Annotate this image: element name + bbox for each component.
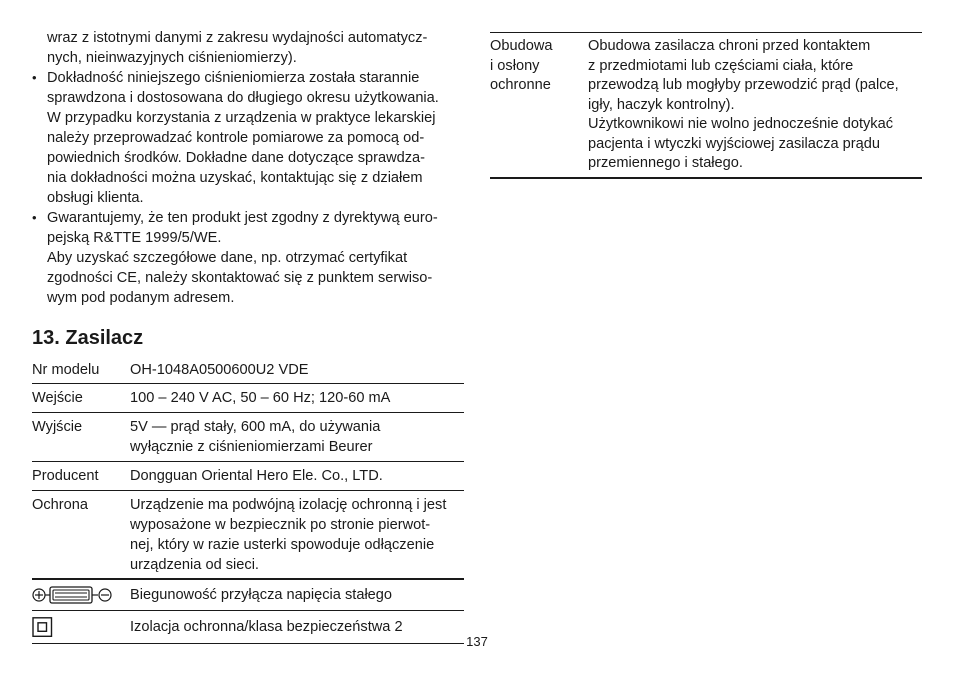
housing-text [588, 33, 922, 178]
spec-value-line: Dongguan Oriental Hero Ele. Co., LTD. [130, 468, 383, 484]
spec-value [130, 611, 464, 644]
text-line: zgodności CE, należy skontaktować się z punktem serwiso- [47, 270, 433, 286]
spec-value-line: nej, który w razie usterki spowoduje odłączenie [130, 537, 435, 553]
text-line: obsługi klienta. [47, 190, 144, 206]
text-line: W przypadku korzystania z urządzenia w praktyce lekarskiej [47, 110, 436, 126]
housing-text-line: przewodzą lub mogłyby przewodzić prąd (palce, [588, 77, 899, 93]
left-column [32, 28, 464, 308]
spec-label: Wejście [32, 384, 130, 413]
housing-text-line: igły, haczyk kontrolny). [588, 96, 735, 113]
housing-label-line: ochronne [490, 77, 551, 93]
housing-label [490, 33, 588, 178]
housing-text-line: Obudowa zasilacza chroni przed kontaktem [588, 38, 871, 54]
spec-value-line: 100 – 240 V AC, 50 – 60 Hz; 120-60 mA [130, 390, 391, 406]
housing-text-line: przemiennego i stałego. [588, 155, 743, 171]
text-line: Aby uzyskać szczegółowe dane, np. otrzymać certyfikat [47, 250, 408, 266]
spec-value-line: OH-1048A0500600U2 VDE [130, 362, 309, 378]
spec-value [130, 384, 464, 413]
spec-row-input [32, 384, 464, 413]
text-line: powiednich środków. Dokładne dane dotyczące sprawdza- [47, 150, 426, 166]
spec-value [130, 579, 464, 611]
page-number: 137 [466, 634, 488, 649]
housing-text-line: pacjenta i wtyczki wyjściowej zasilacza prądu [588, 135, 880, 152]
spec-value-line: Biegunowość przyłącza napięcia stałego [130, 587, 393, 603]
housing-protection-table [490, 32, 922, 179]
spec-value-line: Urządzenie ma podwójną izolację ochronną i jest [130, 497, 447, 513]
spec-symbol-cell [32, 579, 130, 611]
bullet-icon: • [32, 210, 37, 225]
housing-text-line: z przedmiotami lub częściami ciała, które [588, 57, 854, 74]
bullet-item-conformity [32, 208, 464, 308]
text-line: pejską R&TTE 1999/5/WE. [47, 230, 222, 246]
bullet-item-accuracy [32, 68, 464, 208]
spec-label: Ochrona [32, 491, 130, 580]
text-line: wraz z istotnymi danymi z zakresu wydajności automatycz- [47, 30, 428, 46]
spec-value [130, 413, 464, 462]
spec-value [130, 491, 464, 580]
spec-row-manufacturer [32, 462, 464, 491]
spec-row-insulation [32, 611, 464, 644]
section-heading: 13. Zasilacz [32, 327, 144, 349]
spec-row-polarity [32, 579, 464, 611]
text-line: należy przeprowadzać kontrole pomiarowe za pomocą od- [47, 130, 425, 146]
spec-value-line: urządzenia od sieci. [130, 557, 259, 573]
bullet-icon: • [32, 70, 37, 85]
spec-value-line: wyposażone w bezpiecznik po stronie pierwot- [130, 517, 431, 533]
spec-row-protection [32, 491, 464, 580]
bullet-list [32, 28, 464, 308]
housing-label-line: i osłony [490, 57, 540, 74]
housing-label-line: Obudowa [490, 38, 553, 54]
spec-label: Wyjście [32, 413, 130, 462]
double-square-class-ii-icon [32, 617, 54, 637]
spec-row-model [32, 359, 464, 384]
spec-value [130, 359, 464, 384]
housing-text-line: Użytkownikowi nie wolno jednocześnie dotykać [588, 116, 894, 132]
housing-row [490, 33, 922, 178]
text-line: nych, nieinwazyjnych ciśnieniomierzy). [47, 50, 297, 66]
spec-symbol-cell [32, 611, 130, 644]
spec-label: Producent [32, 462, 130, 491]
power-adapter-spec-table [32, 359, 464, 644]
text-line: nia dokładności można uzyskać, kontaktując się z działem [47, 170, 423, 186]
spec-label: Nr modelu [32, 359, 130, 384]
polarity-plus-minus-icon [32, 585, 114, 605]
text-line: Dokładność niniejszego ciśnieniomierza została starannie [47, 70, 420, 86]
text-line: sprawdzona i dostosowana do długiego okresu użytkowania. [47, 90, 439, 106]
spec-value-line: Izolacja ochronna/klasa bezpieczeństwa 2 [130, 619, 403, 635]
spec-value-line: 5V — prąd stały, 600 mA, do używania [130, 419, 381, 435]
spec-value-line: wyłącznie z ciśnieniomierzami Beurer [130, 439, 373, 455]
text-line: Gwarantujemy, że ten produkt jest zgodny z dyrektywą euro- [47, 210, 438, 226]
spec-value [130, 462, 464, 491]
paragraph-continuation [32, 28, 464, 68]
spec-row-output [32, 413, 464, 462]
text-line: wym pod podanym adresem. [47, 290, 235, 306]
